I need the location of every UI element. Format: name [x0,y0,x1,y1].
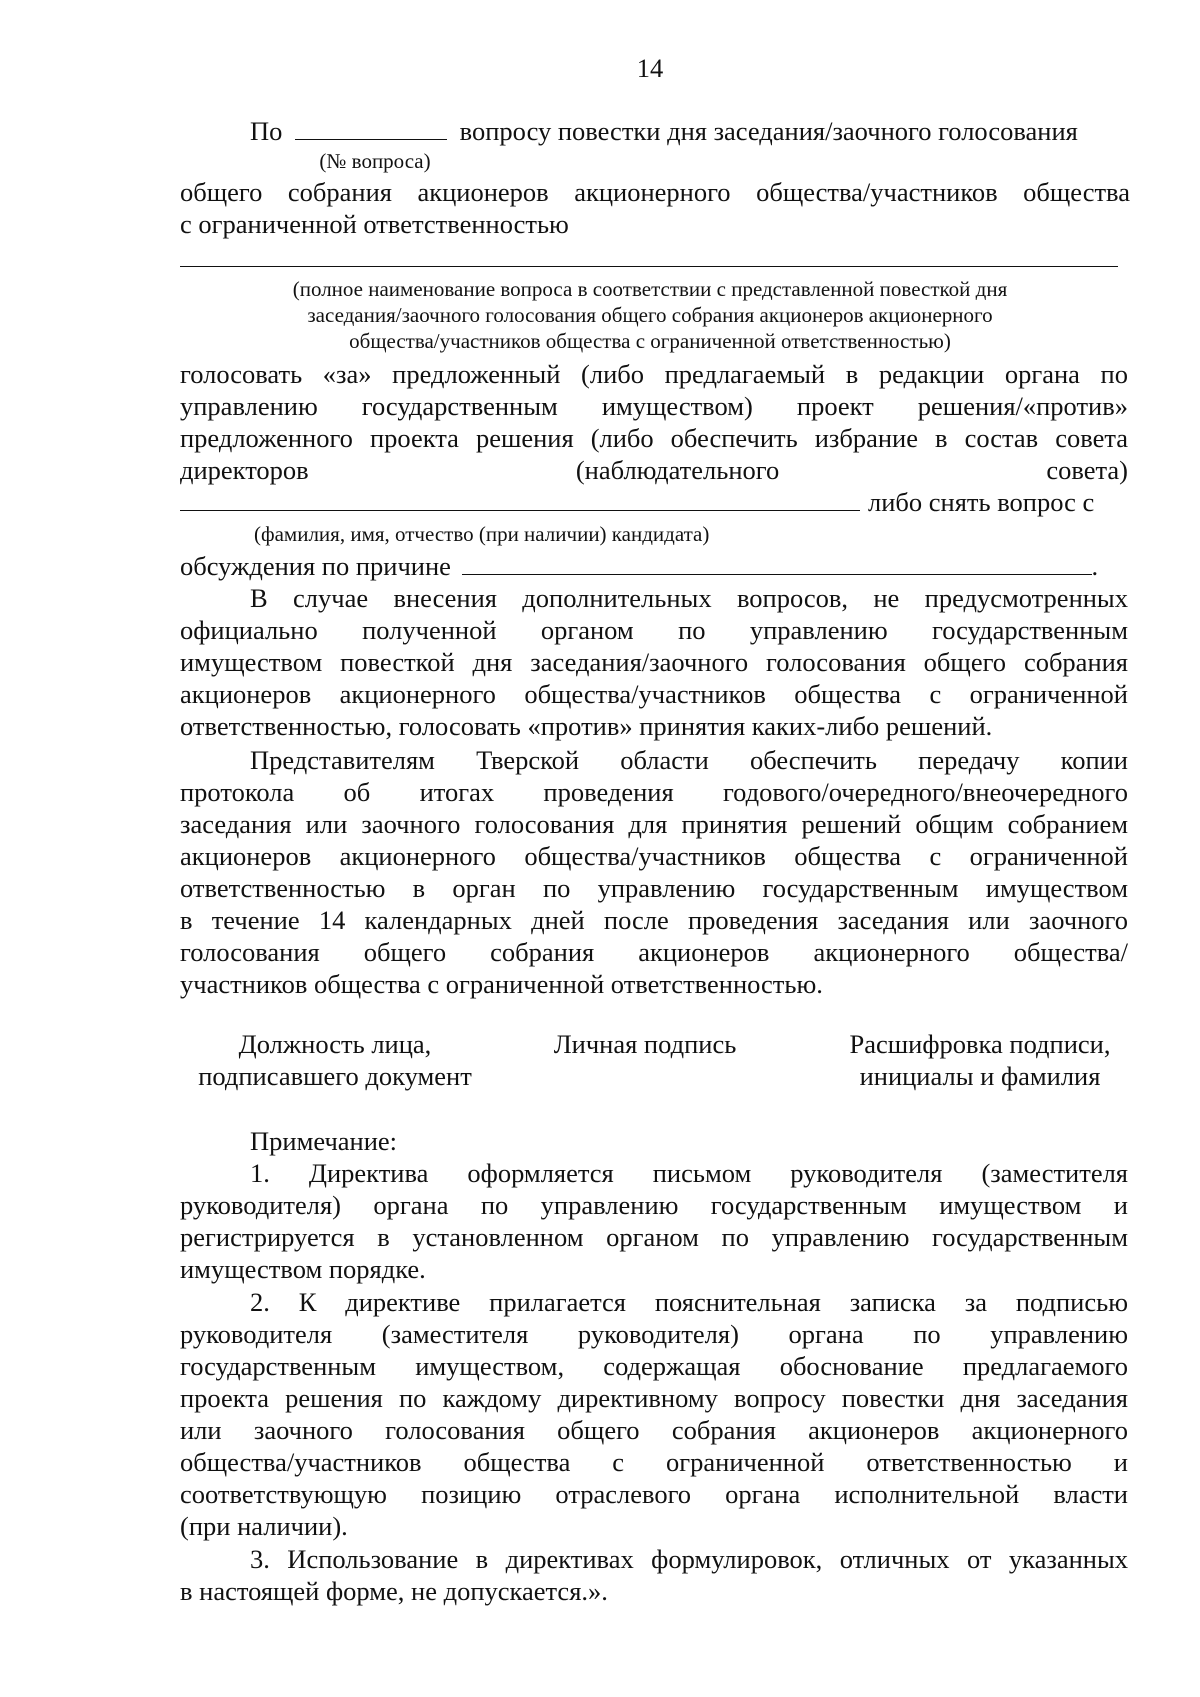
header-line-2: общего собрания акционеров акционерного общества/участников общества [180,177,1130,207]
discussion-line: обсуждения по причине . [180,551,1099,581]
note-2-line-8: (при наличии). [180,1511,348,1541]
representatives-line-3: заседания или заочного голосования для принятия решений общим собранием [180,809,1128,839]
vote-line-3: предложенного проекта решения (либо обеспечить избрание в состав совета [180,423,1128,453]
candidate-caption: (фамилия, имя, отчество (при наличии) кандидата) [254,522,710,546]
note-2-line-2: руководителя (заместителя руководителя) органа по управлению [180,1319,1128,1349]
additional-line-5: ответственностью, голосовать «против» принятия каких-либо решений. [180,711,993,741]
note-3-line-1: 3. Использование в директивах формулировок, отличных от указанных [250,1544,1128,1574]
signature-decoding-line-2: инициалы и фамилия [859,1061,1101,1091]
representatives-line-7: голосования общего собрания акционеров акционерного общества/ [180,937,1128,967]
note-2-line-1: 2. К директиве прилагается пояснительная записка за подписью [250,1287,1128,1317]
note-3-line-2: в настоящей форме, не допускается.». [180,1576,608,1606]
agenda-question-line [250,115,1120,147]
note-2-line-6: общества/участников общества с ограниченной ответственностью и [180,1447,1128,1477]
signature-position-label [180,1028,490,1092]
additional-line-2: официально полученной органом по управлению государственным [180,615,1128,645]
header-line-3: с ограниченной ответственностью [180,209,569,239]
additional-line-3: имуществом повесткой дня заседания/заочного голосования общего собрания [180,647,1128,677]
question-caption-1: (полное наименование вопроса в соответствии с представленной повесткой дня [292,277,1008,301]
representatives-line-2: протокола об итогах проведения годового/очередного/внеочередного [180,777,1128,807]
header-suffix: вопросу повестки дня заседания/заочного голосования [459,116,1078,146]
page-number: 14 [636,53,664,83]
note-1-line-1: 1. Директива оформляется письмом руководителя (заместителя [250,1158,1128,1188]
question-name-blank [180,266,1118,267]
additional-line-1: В случае внесения дополнительных вопросов, не предусмотренных [250,583,1128,613]
candidate-line-suffix: либо снять вопрос с [868,487,1095,517]
reason-blank [462,550,1092,575]
question-caption-3: общества/участников общества с ограниченной ответственностью) [349,329,951,353]
note-title: Примечание: [250,1126,398,1156]
signature-decoding-label [830,1028,1130,1092]
vote-line-4: директоров (наблюдательного совета) [180,455,1128,485]
note-1-line-2: руководителя) органа по управлению государственным имуществом и [180,1190,1128,1220]
representatives-line-1: Представителям Тверской области обеспечить передачу копии [250,745,1128,775]
additional-line-4: акционеров акционерного общества/участников общества с ограниченной [180,679,1128,709]
candidate-blank [180,486,860,511]
discussion-prefix: обсуждения по причине [180,551,451,581]
candidate-line [180,486,1128,518]
question-number-blank [295,115,447,140]
note-2-line-7: соответствующую позицию отраслевого органа исполнительной власти [180,1479,1128,1509]
signature-position-line-2: подписавшего документ [198,1061,472,1091]
note-1-line-4: имуществом порядке. [180,1254,426,1284]
representatives-line-6: в течение 14 календарных дней после проведения заседания или заочного [180,905,1128,935]
header-prefix: По [250,116,283,146]
signature-position-line-1: Должность лица, [238,1029,432,1059]
vote-line-1: голосовать «за» предложенный (либо предлагаемый в редакции органа по [180,359,1128,389]
representatives-line-8: участников общества с ограниченной ответственностью. [180,969,823,999]
note-2-line-4: проекта решения по каждому директивному вопросу повестки дня заседания [180,1383,1128,1413]
note-1-line-3: регистрируется в установленном органом по управлению государственным [180,1222,1128,1252]
question-number-caption: (№ вопроса) [319,149,431,173]
representatives-line-4: акционеров акционерного общества/участников общества с ограниченной [180,841,1128,871]
vote-line-2: управлению государственным имуществом) проект решения/«против» [180,391,1128,421]
representatives-line-5: ответственностью в орган по управлению государственным имуществом [180,873,1128,903]
question-caption-2: заседания/заочного голосования общего собрания акционеров акционерного [307,303,993,327]
note-2-line-3: государственным имуществом, содержащая обоснование предлагаемого [180,1351,1128,1381]
note-2-line-5: или заочного голосования общего собрания акционеров акционерного [180,1415,1128,1445]
signature-decoding-line-1: Расшифровка подписи, [849,1029,1111,1059]
personal-signature-label: Личная подпись [553,1029,737,1059]
